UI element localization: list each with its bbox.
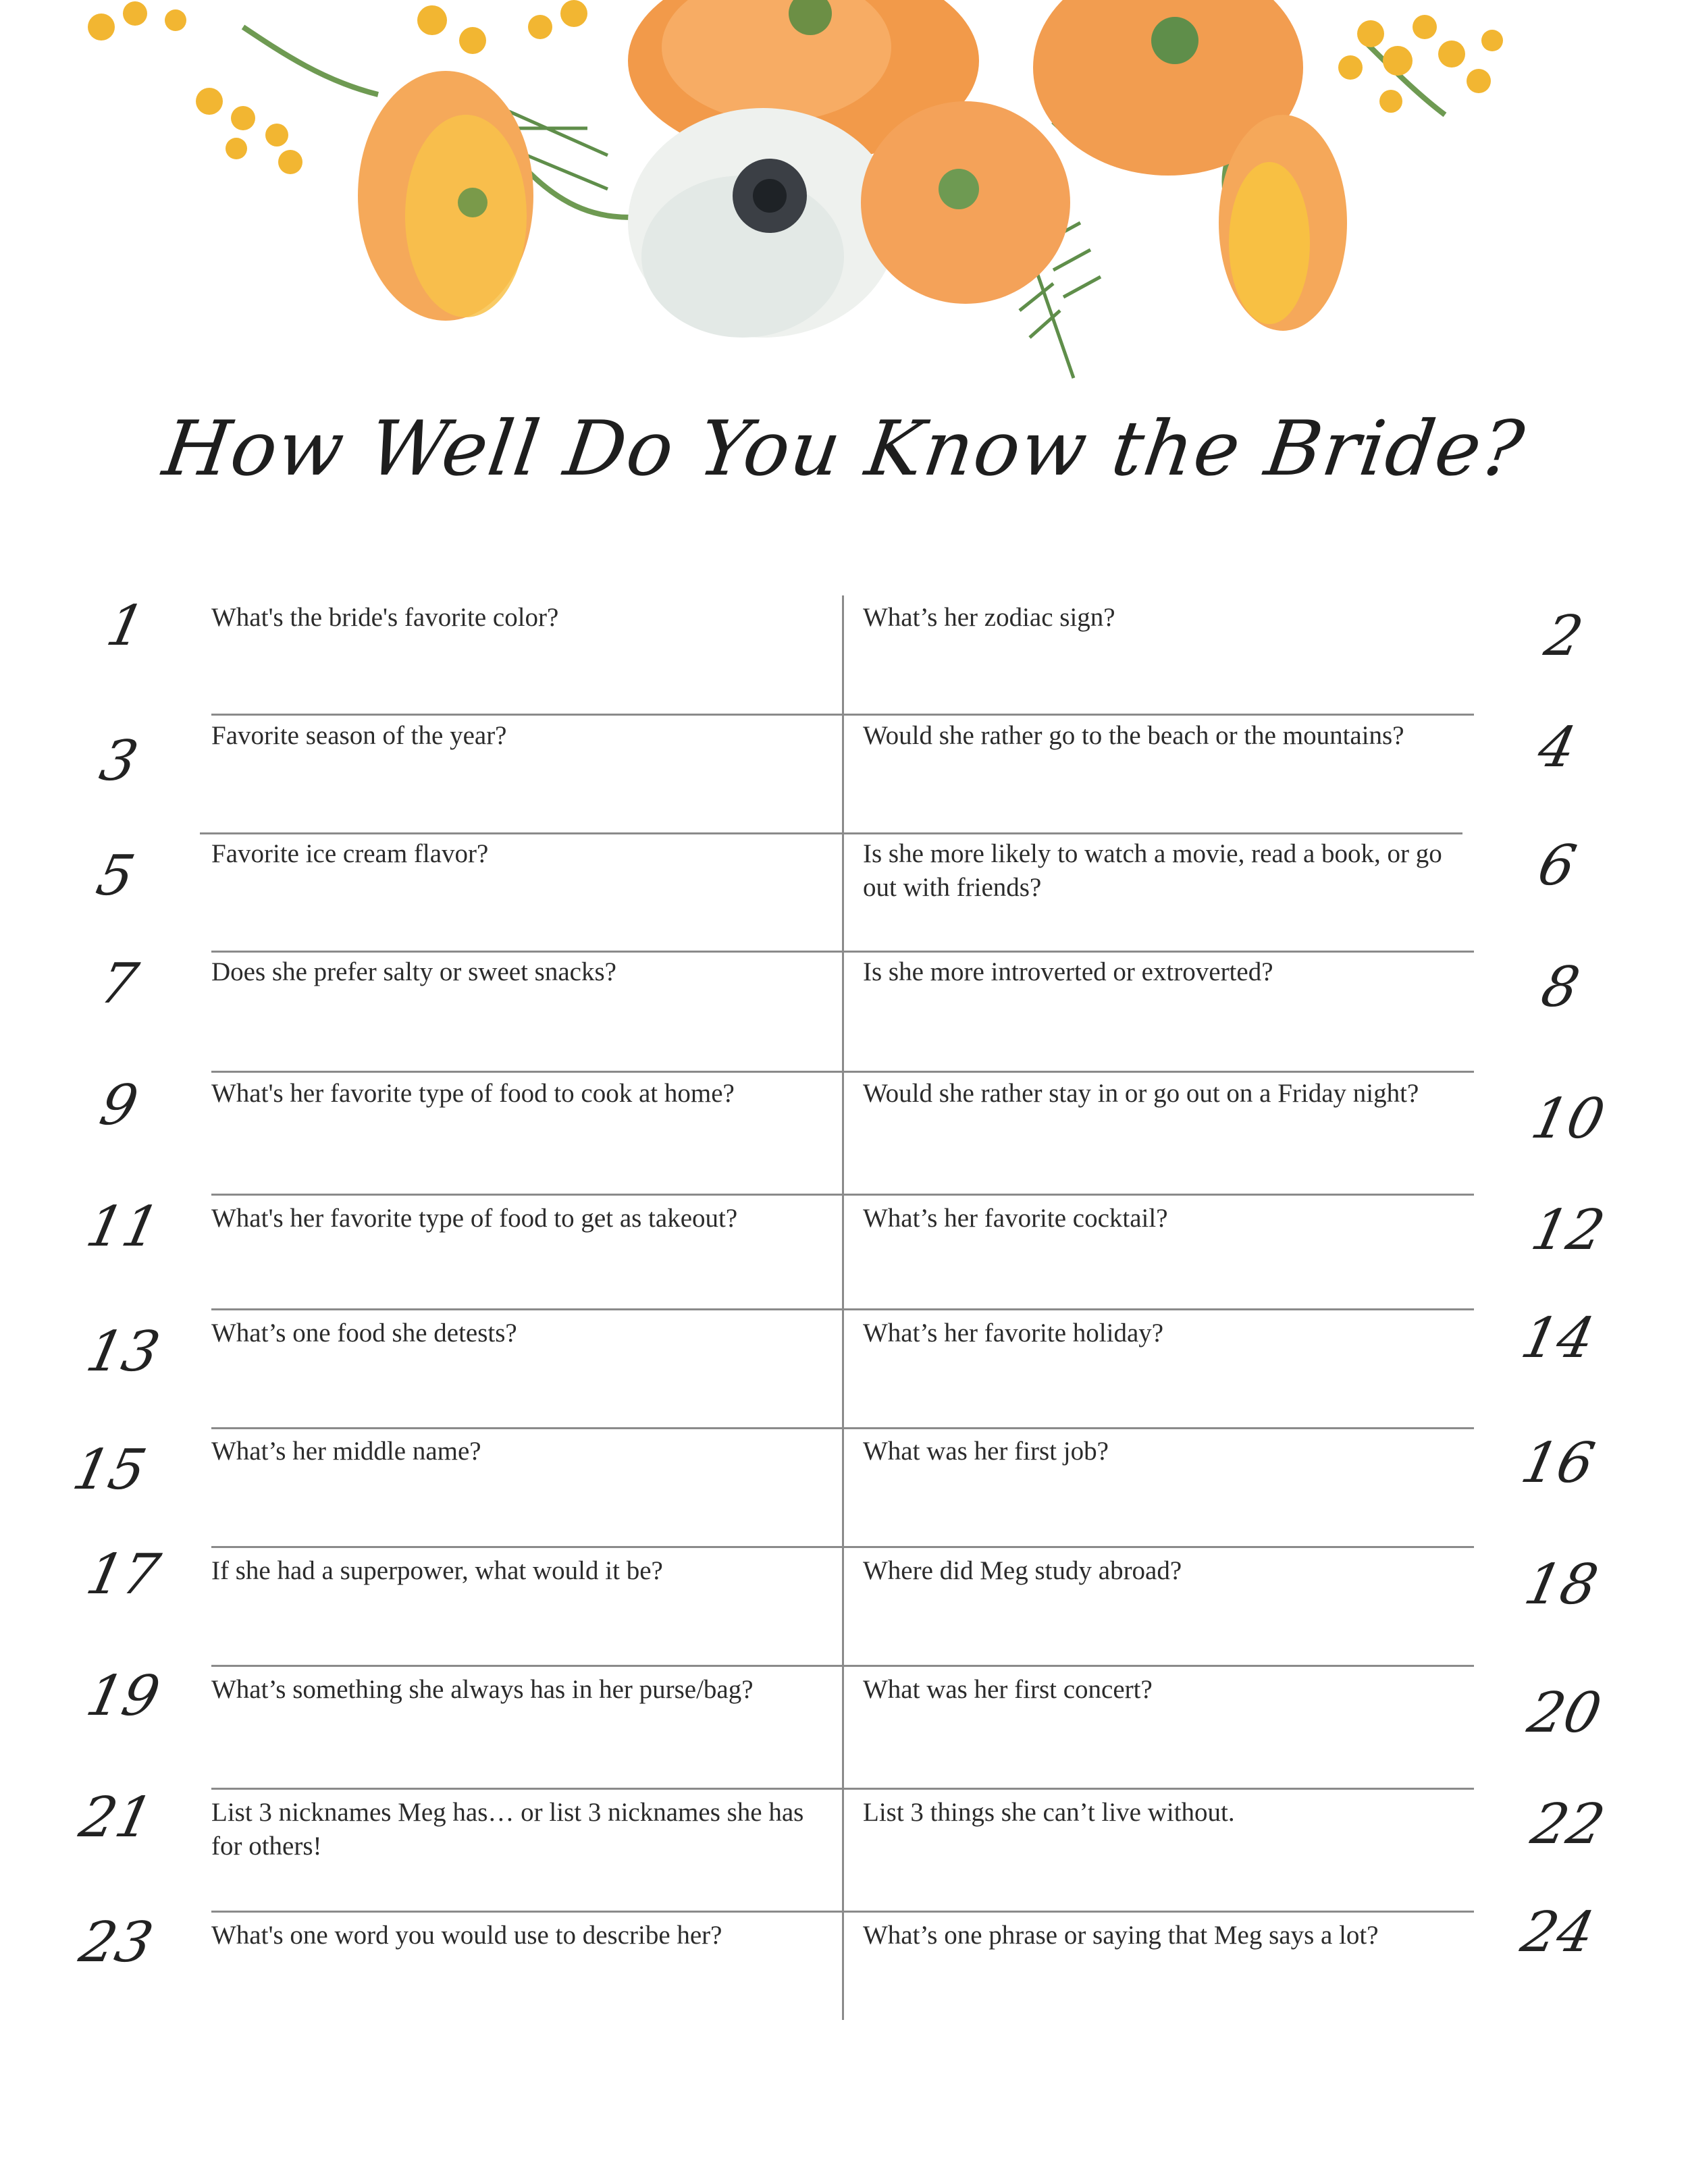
question-number: 24 [1515,1900,1600,1965]
question-number: 7 [94,952,144,1016]
question-text: What's the bride's favorite color? [211,603,559,632]
question-text: Where did Meg study abroad? [863,1556,1182,1585]
question-text: Favorite ice cream flavor? [211,839,489,868]
question-text: If she had a superpower, what would it be? [211,1556,663,1585]
question-number: 15 [67,1438,152,1502]
question-number: 6 [1532,834,1582,898]
poppy-right [1219,115,1347,331]
question-number: 12 [1525,1198,1610,1262]
question-number: 1 [101,594,151,658]
row-divider [211,1427,1474,1429]
column-divider [842,595,844,2020]
question-number: 13 [80,1320,165,1384]
question-number: 5 [90,844,140,908]
question-number: 9 [94,1073,144,1138]
question-text: Would she rather stay in or go out on a Friday night? [863,1079,1419,1108]
question-number: 16 [1515,1431,1600,1495]
question-text: What’s her middle name? [211,1437,481,1466]
row-divider [211,1071,1474,1073]
question-text: What’s one phrase or saying that Meg says a lot? [863,1921,1379,1950]
question-number: 14 [1515,1306,1600,1370]
row-divider [211,1911,1474,1913]
row-divider [211,1788,1474,1790]
question-text: What was her first job? [863,1437,1109,1466]
question-number: 19 [80,1664,165,1728]
floral-illustration [0,0,1688,392]
question-text: What’s one food she detests? [211,1319,517,1348]
question-text: What’s her favorite holiday? [863,1319,1164,1348]
question-number: 21 [74,1786,159,1850]
row-divider [211,1665,1474,1667]
row-divider [211,1546,1474,1548]
question-number: 8 [1535,955,1585,1019]
question-text: What's one word you would use to describe her? [211,1921,722,1950]
row-divider [211,714,1474,716]
row-divider [211,1194,1474,1196]
poppy-center-small [861,101,1070,304]
question-text: List 3 nicknames Meg has… or list 3 nicknames she has for others! [211,1798,804,1861]
question-text: What’s her favorite cocktail? [863,1204,1168,1233]
page-title: How Well Do You Know the Bride? [158,405,1530,493]
question-number: 18 [1519,1553,1604,1617]
question-text: Is she more likely to watch a movie, read a book, or go out with friends? [863,839,1442,902]
question-number: 2 [1539,604,1589,668]
question-text: What’s her zodiac sign? [863,603,1115,632]
question-number: 4 [1532,716,1582,780]
anemone-white [628,108,898,338]
question-text: Does she prefer salty or sweet snacks? [211,957,616,986]
question-number: 3 [94,729,144,793]
question-number: 11 [80,1195,165,1259]
question-number: 10 [1525,1087,1610,1151]
question-number: 23 [74,1911,159,1975]
question-number: 17 [80,1543,165,1607]
row-divider [211,1308,1474,1310]
row-divider [200,832,1462,834]
question-text: What was her first concert? [863,1675,1153,1704]
question-number: 20 [1522,1681,1607,1745]
row-divider [211,951,1474,953]
question-text: What's her favorite type of food to cook at home? [211,1079,735,1108]
question-text: Would she rather go to the beach or the mountains? [863,721,1404,750]
question-text: What’s something she always has in her purse/bag? [211,1675,754,1704]
question-text: What's her favorite type of food to get as takeout? [211,1204,738,1233]
question-text: List 3 things she can’t live without. [863,1798,1235,1827]
poppy-left [358,71,533,321]
question-text: Is she more introverted or extroverted? [863,957,1273,986]
question-number: 22 [1525,1792,1610,1857]
question-text: Favorite season of the year? [211,721,507,750]
